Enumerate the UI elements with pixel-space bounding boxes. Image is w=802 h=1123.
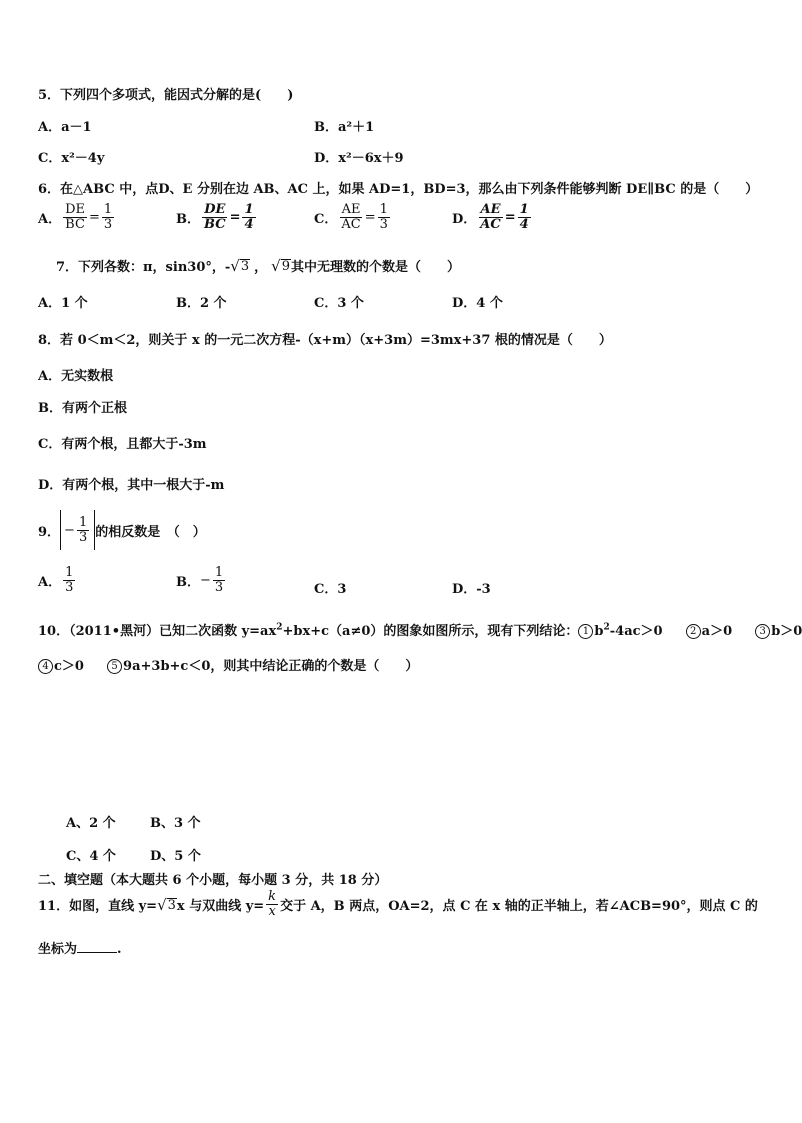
q6-c-label: C． [314, 212, 338, 227]
q6-c-frac1 [339, 203, 362, 232]
q9-b-minus: − [200, 573, 211, 588]
q10-sup: 2 [276, 622, 283, 633]
q9-stem-end: 的相反数是 （ ） [95, 524, 206, 540]
q6-a-eq: = [89, 210, 100, 225]
q10-c1-sup: 2 [603, 622, 610, 633]
q8-stem: 8．若 0＜m＜2，则关于 x 的一元二次方程-（x+m）（x+3m）=3mx+37 根的情况是（ ） [38, 333, 612, 348]
q9-number: 9． [38, 524, 61, 540]
q10-c2-text: a＞0 [701, 624, 733, 639]
q9-b-frac [213, 566, 225, 595]
q7-stem-part3: 其中无理数的个数是（ ） [290, 260, 460, 275]
q6-b-num2: 1 [244, 202, 254, 217]
q6-b-frac2 [242, 203, 255, 232]
q6-a-num2: 1 [103, 202, 113, 217]
q8-option-b: B．有两个正根 [38, 401, 127, 416]
q6-c-eq: = [364, 210, 376, 225]
q11-stem-line2 [38, 938, 122, 957]
q7-stem [56, 256, 460, 275]
sqrt-icon: √ [157, 895, 167, 914]
q6-b-den1: BC [204, 217, 226, 232]
q7-option-b: B．2 个 [176, 296, 227, 311]
q6-b-label: B． [176, 212, 200, 227]
q10-stem-line1 [38, 620, 802, 639]
q9-option-a [38, 566, 77, 595]
q7-sqrt3 [230, 257, 250, 275]
q6-a-label: A． [38, 212, 62, 227]
q9-a-frac [63, 566, 75, 595]
q8-option-a: A．无实数根 [38, 369, 114, 384]
q11-answer-blank[interactable] [77, 940, 117, 953]
sqrt-icon: √ [230, 256, 240, 275]
q10-stem-part1: 10．（2011•黑河）已知二次函数 y=ax [38, 624, 277, 639]
q11-part3: 交于 A，B 两点，OA=2，点 C 在 x 轴的正半轴上，若∠ACB=90°，则点 C 的 [280, 899, 758, 914]
q10-circle-3: 3 [755, 624, 770, 639]
q6-a-num1: DE [65, 202, 86, 217]
q6-d-num2: 1 [519, 202, 529, 217]
q10-c1-rest: -4ac＞0 [609, 624, 663, 639]
q11-part2: x 与双曲线 y= [176, 899, 265, 914]
q6-c-den1: AC [341, 217, 361, 232]
q6-b-frac1 [202, 203, 228, 232]
q10-option-b: B、3 个 [150, 816, 201, 831]
q10-stem-part2: +bx+c（a≠0）的图象如图所示，现有下列结论： [282, 624, 579, 639]
q7-option-c: C．3 个 [314, 296, 364, 311]
q10-circle-4: 4 [38, 659, 53, 674]
q6-d-eq: = [504, 210, 516, 225]
q11-part5: . [117, 942, 122, 957]
q8-option-c: C．有两个根，且都大于-3m [38, 437, 207, 452]
q9-option-c: C．3 [314, 582, 347, 597]
q9-frac-den: 3 [78, 529, 88, 545]
q6-d-frac1 [478, 203, 502, 232]
q6-option-a [38, 203, 116, 232]
q6-option-d [452, 203, 533, 232]
q11-frac [266, 890, 278, 919]
q7-stem-part2: ， [254, 260, 268, 275]
q10-circle-5: 5 [107, 659, 122, 674]
q11-frac-num: k [268, 889, 277, 904]
q10-circle-1: 1 [578, 624, 593, 639]
q7-sqrt9-value: 9 [281, 258, 290, 274]
q10-c4-text: c＞0 [54, 659, 84, 674]
q6-option-b [176, 203, 258, 232]
q6-b-den2: 4 [244, 217, 254, 232]
q10-c5-text: 9a+3b+c＜0，则其中结论正确的个数是（ ） [123, 659, 419, 674]
q9-minus: − [64, 522, 75, 538]
q9-absolute-value [60, 510, 95, 550]
q6-a-den2: 3 [103, 217, 113, 232]
section-title: 二、填空题（本大题共 6 个小题，每小题 3 分，共 18 分） [38, 873, 388, 888]
q9-frac-num: 1 [78, 514, 88, 530]
q6-c-num2: 1 [379, 202, 388, 217]
q7-option-a: A．1 个 [38, 296, 88, 311]
q6-c-den2: 3 [379, 217, 388, 232]
q10-c3-text: b＞0 [771, 624, 802, 639]
q11-part1: 11．如图，直线 y= [38, 899, 158, 914]
q11-frac-den: x [268, 904, 276, 919]
q9-b-den: 3 [214, 580, 224, 595]
q11-stem-line1 [38, 890, 758, 919]
q9-stem [38, 510, 206, 550]
q9-frac [77, 516, 89, 545]
q6-a-frac2 [102, 203, 114, 232]
q5-option-d: D．x²－6x＋9 [314, 151, 404, 166]
q9-option-b [176, 566, 227, 595]
q11-sqrt3-value: 3 [167, 897, 176, 913]
q11-sqrt3 [157, 896, 177, 914]
q5-option-c: C．x²－4y [38, 151, 105, 166]
q9-a-num: 1 [65, 565, 74, 580]
q10-circle-2: 2 [686, 624, 701, 639]
q10-c1-text: b [594, 624, 604, 639]
q6-d-den1: AC [480, 217, 501, 232]
q6-a-frac1 [63, 203, 87, 232]
q7-sqrt3-value: 3 [240, 258, 250, 274]
q6-a-den1: BC [65, 217, 85, 232]
q9-b-num: 1 [214, 565, 224, 580]
q7-stem-part1: 7．下列各数：π，sin30°，- [56, 260, 231, 275]
q10-option-c: C、4 个 [66, 849, 116, 864]
q6-d-den2: 4 [519, 217, 529, 232]
q6-d-frac2 [518, 203, 531, 232]
q10-stem-line2 [38, 655, 418, 674]
q6-c-num1: AE [341, 202, 361, 217]
q6-d-num1: AE [480, 202, 501, 217]
q11-part4: 坐标为 [38, 942, 78, 957]
q9-a-den: 3 [65, 580, 74, 595]
q6-c-frac2 [378, 203, 390, 232]
q7-sqrt9 [271, 257, 291, 275]
q9-b-label: B． [176, 575, 200, 590]
q10-option-a: A、2 个 [66, 816, 116, 831]
q6-b-num1: DE [204, 202, 226, 217]
q6-stem: 6．在△ABC 中，点D、E 分别在边 AB、AC 上，如果 AD=1，BD=3，那么由下列条件能够判断 DE∥BC 的是（ ） [38, 182, 759, 197]
q10-option-d: D、5 个 [150, 849, 201, 864]
q5-option-a: A．a－1 [38, 120, 92, 135]
q5-stem: 5．下列四个多项式，能因式分解的是( ) [38, 88, 294, 103]
q8-option-d: D．有两个根，其中一根大于-m [38, 478, 225, 493]
q6-b-eq: = [229, 210, 241, 225]
sqrt-icon: √ [271, 256, 281, 275]
q6-option-c [314, 203, 392, 232]
q7-option-d: D．4 个 [452, 296, 503, 311]
q5-option-b: B．a²＋1 [314, 120, 375, 135]
q9-option-d: D．-3 [452, 582, 491, 597]
q9-a-label: A． [38, 575, 62, 590]
q6-d-label: D． [452, 212, 477, 227]
